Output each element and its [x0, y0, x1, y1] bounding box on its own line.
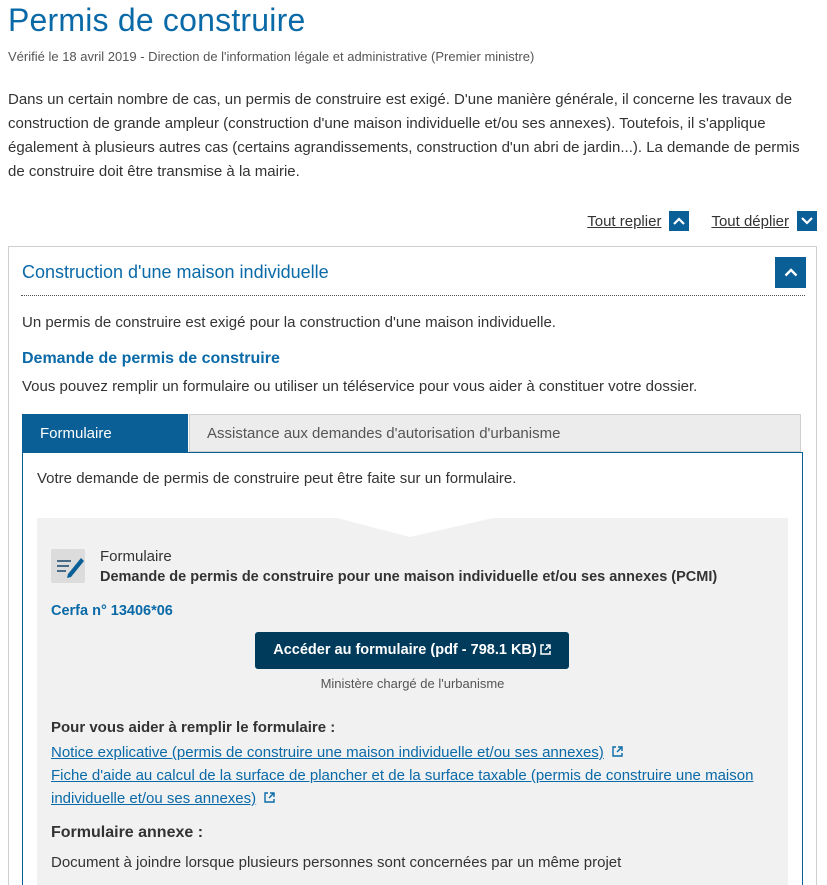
form-type-label: Formulaire — [100, 548, 172, 565]
surface-aid-link[interactable] — [51, 764, 761, 810]
section-subheading: Demande de permis de construire — [22, 350, 280, 367]
ministry-label: Ministère chargé de l'urbanisme — [320, 676, 505, 691]
tab-assistance[interactable]: Assistance aux demandes d'autorisation d'urbanisme — [189, 414, 801, 452]
accordion-title[interactable]: Construction d'une maison individuelle — [22, 262, 329, 282]
intro-paragraph: Dans un certain nombre de cas, un permis de construire est exigé. D'une manière générale, il concerne les travaux de construction de grande ampleur (construction d'une maison individuelle et/ou ses annexes). Toutefois, il s'applique également à plusieurs autres cas (certains agrandissements, construction d'un abri de jardin...). La demande de permis de construire doit être transmise à la mairie. — [8, 91, 800, 180]
access-form-button[interactable] — [255, 632, 569, 669]
expand-all-button[interactable] — [797, 211, 817, 231]
expand-all-link[interactable]: Tout déplier — [711, 212, 789, 230]
annex-heading: Formulaire annexe : — [51, 824, 204, 841]
accordion-collapse-button[interactable] — [775, 257, 806, 288]
tab-panel — [22, 452, 803, 885]
access-form-button-label: Accéder au formulaire (pdf - 798.1 KB) — [273, 642, 537, 658]
tab-formulaire[interactable]: Formulaire — [22, 414, 188, 452]
cerfa-number: Cerfa n° 13406*06 — [51, 603, 173, 619]
accordion-header[interactable] — [9, 247, 816, 299]
form-edit-icon — [51, 549, 85, 583]
help-heading: Pour vous aider à remplir le formulaire : — [51, 719, 336, 736]
section-paragraph: Un permis de construire est exigé pour la construction d'une maison individuelle. — [22, 314, 556, 331]
annex-text: Document à joindre lorsque plusieurs personnes sont concernées par un même projet — [51, 854, 622, 871]
surface-aid-link-label: Fiche d'aide au calcul de la surface de plancher et de la surface taxable (permis de construire une maison individuelle et/ou ses annexes) — [51, 767, 754, 807]
chevron-down-icon — [801, 217, 813, 225]
external-link-icon — [612, 746, 623, 757]
form-name: Demande de permis de construire pour une maison individuelle et/ou ses annexes (PCMI) — [100, 569, 718, 585]
verified-date: Vérifié le 18 avril 2019 - Direction de l'information légale et administrative (Premier ministre) — [8, 49, 535, 64]
form-card — [37, 518, 788, 885]
panel-intro: Votre demande de permis de construire peut être faite sur un formulaire. — [37, 470, 517, 487]
accordion-section — [8, 246, 817, 885]
section-subparagraph: Vous pouvez remplir un formulaire ou utiliser un téléservice pour vous aider à constituer votre dossier. — [22, 378, 698, 395]
notice-link-label: Notice explicative (permis de construire une maison individuelle et/ou ses annexes) — [51, 744, 604, 761]
notice-link[interactable] — [51, 741, 761, 764]
card-notch — [37, 518, 788, 538]
chevron-up-icon — [784, 268, 798, 277]
expand-collapse-controls — [587, 210, 817, 232]
page-title: Permis de construire — [8, 2, 306, 38]
dotted-divider — [21, 295, 805, 296]
chevron-up-icon — [673, 217, 685, 225]
external-link-icon — [264, 792, 275, 803]
external-link-icon — [540, 644, 551, 655]
collapse-all-link[interactable]: Tout replier — [587, 212, 662, 230]
collapse-all-button[interactable] — [669, 211, 689, 231]
